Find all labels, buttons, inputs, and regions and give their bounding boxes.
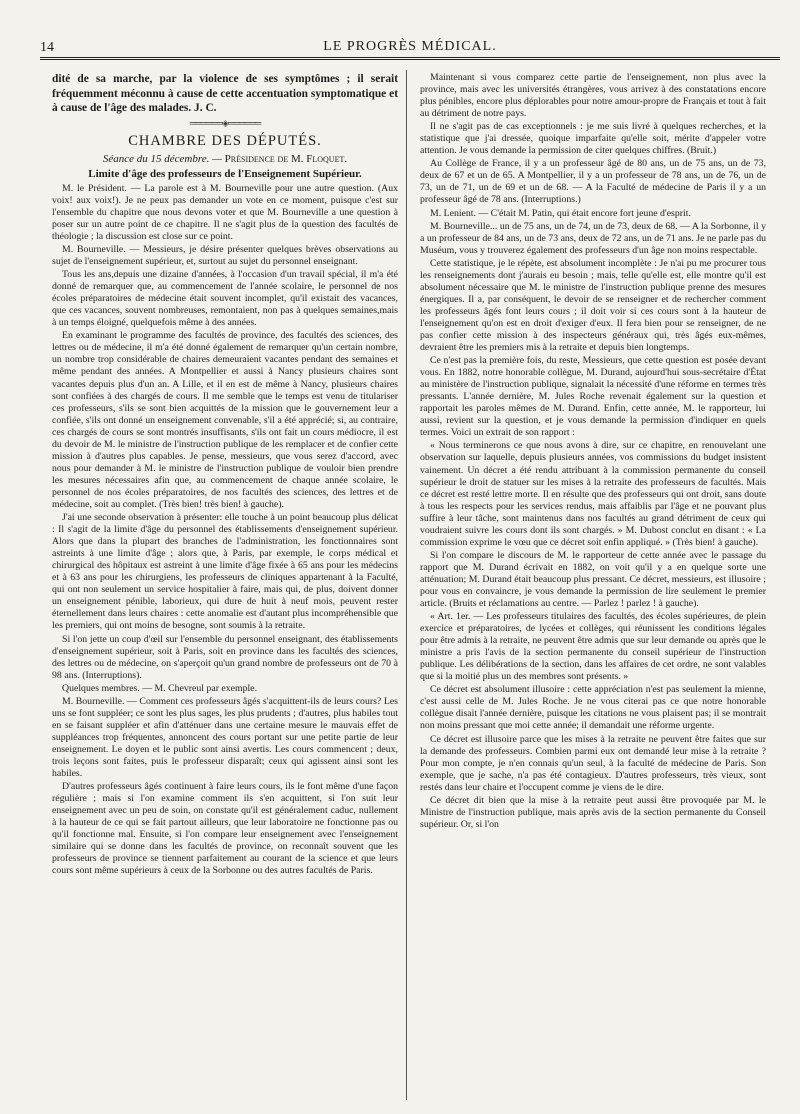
paragraph: M. Bourneville. — Comment ces professeurs âgés s'acquittent-ils de leurs cours? Les uns se font suppléer; ce sont les plus sages, les plus prudents ; d'autres, plus habiles tout en se faisant suppléer et afin d'atténuer dans une certaine mesure le mauvais effet de suppléances trop fréquentes, annoncent des cours portant sur une petite partie de leur enseignement. Le doyen et le public sont ainsi avertis. Les cours commencent ; deux, trois leçons sont faites, puis le professeur disparaît; ceux qui agissent ainsi sont les habiles. [52, 695, 398, 780]
paragraph: Il ne s'agit pas de cas exceptionnels : je me suis livré à quelques recherches, et la statistique que j'ai dressée, quoique imparfaite qu'elle soit, mérite d'appeler votre attention. Je vous demande la permission de citer quelques chiffres. (Bruit.) [420, 121, 766, 157]
paragraph: En examinant le programme des facultés de province, des facultés des sciences, des lettres ou de médecine, il m'a été donné également de remarquer qu'un certain nombre, un nombre trop considérable de chaires demeuraient vacantes pendant des semaines et même pendant des années. A Montpellier et aussi à Nancy plusieurs chaires sont vacantes depuis plus d'un an. A Lille, et il en est de même à Nancy, plusieurs chaires sont confiées à des chargés de cours. Il me semble que le temps est venu de titulariser ces professeurs, s'ils se sont bien acquittés de la mission que le gouvernement leur a confiée, s'ils ont donné un enseignement convenable, s'il a été apprécié; si, au contraire, ces chargés de cours se sont montrés insuffisants, s'ils ont fait un cours médiocre, il est du devoir de M. le ministre de l'instruction publique de les remplacer et de confier cette mission à d'autres plus capables. Je pense, messieurs, que vous serez d'accord, avec nous pour demander à M. le ministre de l'instruction publique de vouloir bien prendre les mesures nécessaires afin que, au commencement de chaque année scolaire, le personnel de nos écoles préparatoires, de nos facultés des sciences, des lettres et de médecine, soit au complet. (Très bien! très bien! à gauche). [52, 330, 398, 510]
paragraph: Tous les ans,depuis une dizaine d'années, à l'occasion d'un travail spécial, il m'a été donné de remarquer que, au commencement de l'année scolaire, le personnel de nos écoles préparatoires de médecine était souvent incomplet, qu'il existait des vacances, que ces vacances, souvent nombreuses, remontaient, non pas à quelques semaines,mais à un temps éloigné, quelquefois même à des années. [52, 269, 398, 329]
right-column [420, 72, 766, 1102]
page-header [40, 36, 780, 60]
ornament-divider: ══════◈══════ [189, 117, 261, 128]
session-line [52, 153, 398, 165]
paragraph: « Nous terminerons ce que nous avons à dire, sur ce chapitre, en renouvelant une observation sur laquelle, depuis plusieurs années, vos commissions du budget insistent vainement. Un décret a été rendu attribuant à la commission permanente du conseil supérieur le droit de statuer sur les mises à la retraite des professeurs de facultés. Mais ce décret est resté lettre morte. Il en résulte que des professeurs qui ont droit, sans doute à tous les respects pour les services rendus, mais affaiblis par l'âge et ne pouvant plus suffire à leur tâche, sont maintenus dans nos facultés au grand détriment de ceux qui voudraient suivre les cours dont ils sont chargés. » M. Dubost conclut en disant : « La commission exprime le vœu que ce décret soit enfin appliqué. » (Très bien! à gauche). [420, 440, 766, 548]
paragraph: « Art. 1er. — Les professeurs titulaires des facultés, des écoles supérieures, de plein exercice et préparatoires, de lycées et collèges, qui réunissent les conditions légales pour être admis à la retraite, ne peuvent être admis que sur leur demande ou après que le ministre a pris l'avis de la section permanente du conseil supérieur de l'instruction publique. Les délibérations de la section, dans les affaires de cet ordre, ne sont valables que si la moitié plus un des membres sont présents. » [420, 611, 766, 683]
paragraph: D'autres professeurs âgés continuent à faire leurs cours, ils le font même d'une façon régulière ; mais si l'on examine comment ils s'en acquittent, si l'on suit leur enseignement avec un peu de soin, on constate qu'il est généralement caduc, nullement à la hauteur de ce qui se fait partout ailleurs, que leur laboratoire ne fonctionne pas ou qu'il fonctionne mal. Ensuite, si l'on compare leur enseignement avec l'enseignement similaire qui se donne dans les facultés de province, on reconnaît souvent que les professeurs de province se tiennent parfaitement au courant de la science et que leurs cours sont même supérieurs à ceux de la Sorbonne ou des autres facultés de Paris. [52, 781, 398, 877]
paragraph: Ce décret dit bien que la mise à la retraite peut aussi être provoquée par M. le Ministre de l'instruction publique, mais après avis de la section permanente du Conseil supérieur. Or, si l'on [420, 794, 766, 830]
paragraph: Si l'on compare le discours de M. le rapporteur de cette année avec le passage du rapport que M. Durand écrivait en 1882, on voit qu'il y a en quelque sorte une atténuation; M. Durand était beaucoup plus pressant. Ce décret, messieurs, est illusoire ; pour vous en convaincre, je vous demande la permission de lire seulement le premier article. (Bruits et réclamations au centre. — Parlez ! parlez ! à gauche). [420, 549, 766, 610]
paragraph: M. Bourneville. — Messieurs, je désire présenter quelques brèves observations au sujet de l'enseignement supérieur, et, surtout au sujet du personnel enseignant. [52, 244, 398, 268]
section-title: Limite d'âge des professeurs de l'Enseignement Supérieur. [88, 167, 362, 180]
paragraph: Maintenant si vous comparez cette partie de l'enseignement, non plus avec la province, mais avec les universités étrangères, vous arrivez à des constatations encore plus pénibles, encore plus déplorables pour notre amour-propre de Français et tout à fait au détriment de notre pays. [420, 72, 766, 120]
paragraph: Au Collège de France, il y a un professeur âgé de 80 ans, un de 75 ans, un de 73, deux de 67 et un de 65. A Montpellier, il y a un professeur de 78 ans, un de 76, un de 73, un de 71, un de 69 et un de 68. — A la Faculté de médecine de Paris il y a un professeur âgé de 78 ans. (Interruptions.) [420, 158, 766, 206]
paragraph: J'ai une seconde observation à présenter: elle touche à un point beaucoup plus délicat : Il s'agit de la limite d'âge du personnel des établissements d'enseignement supérieur. Alors que dans la plupart des branches de l'administration, les fonctionnaires sont astreints à une limite d'âge ; alors que, à Paris, par exemple, le corps médical et chirurgical des hôpitaux est astreint à une limite d'âge fixée à 65 ans pour les médecins et à 63 ans pour les chirurgiens, les professeurs de cliniques appartenant à la Faculté, qui ont non seulement un service hospitalier à faire, mais qui, de plus, doivent donner un enseignement pénible, laborieux, qui dure de huit à neuf mois, peuvent rester éternellement dans leurs chaires : cette anomalie est d'autant plus incompréhensible que les premiers, qui ont moins de besogne, sont soumis à la retraite. [52, 512, 398, 632]
paragraph: M. le Président. — La parole est à M. Bourneville pour une autre question. (Aux voix! aux voix!). Je ne peux pas demander un vote en ce moment, puisque c'est sur l'ensemble du chapitre que nous devons voter et que M. Bourneville a une question à poser sur un autre point de ce chapitre. Il ne s'agit plus de la question des facultés de théologie ; la discussion est close sur ce point. [52, 182, 398, 242]
article-ending: dité de sa marche, par la violence de ses symptômes ; il serait fréquemment méconnu à cause de cette accentuation symptomatique et à cause de l'âge des malades. J. C. [52, 73, 398, 115]
paragraph: Quelques membres. — M. Chevreul par exemple. [62, 682, 258, 694]
session-date: Séance du 15 décembre. — [102, 152, 222, 165]
paragraph: Ce n'est pas la première fois, du reste, Messieurs, que cette question est posée devant vous. En 1882, notre honorable collègue, M. Durand, aujourd'hui sous-secrétaire d'État au ministère de l'instruction publique, signalait la nécessité d'une réforme en termes très pressants. L'année dernière, M. Jules Roche revenait également sur la question et rapportait les paroles mêmes de M. Durand. Enfin, cette année, M. le rapporteur, lui aussi, revient sur la question, et je vous demande la permission d'indiquer en quels termes. Voici un extrait de son rapport : [420, 355, 766, 439]
paragraph: Si l'on jette un coup d'œil sur l'ensemble du personnel enseignant, des établissements d'enseignement supérieur, soit à Paris, soit en province dans les facultés des sciences, des lettres ou de médecine, on s'aperçoit qu'un grand nombre de professeurs ont de 70 à 98 ans. (Interruptions). [52, 633, 398, 681]
column-rule [406, 70, 407, 1100]
running-title: LE PROGRÈS MÉDICAL. [323, 39, 497, 54]
session-presidency: Présidence de M. Floquet. [224, 152, 348, 165]
page-number: 14 [40, 40, 54, 55]
paragraph: Ce décret est illusoire parce que les mises à la retraite ne peuvent être faites que sur la demande des professeurs. Combien parmi eux ont demandé leur mise à la retraite ? Pour mon compte, je n'en connais qu'un seul, à la faculté de médecine de Paris. Son exemple, que je sache, n'a pas été contagieux. D'autres professeurs, très vieux, sont restés dans leur chaire et l'occupent comme je viens de le dire. [420, 733, 766, 793]
paragraph: Ce décret est absolument illusoire : cette appréciation n'est pas seulement la mienne, c'est aussi celle de M. Jules Roche. Je ne vous citerai pas ce que notre honorable collègue disait l'année dernière, puisque les citations ne vous plaisent pas; il se montrait non moins pressant que moi cette année; il demandait une réforme urgente. [420, 684, 766, 732]
paragraph: M. Lenient. — C'était M. Patin, qui était encore fort jeune d'esprit. [430, 207, 691, 219]
paragraph: M. Bourneville... un de 75 ans, un de 74, un de 73, deux de 68. — A la Sorbonne, il y a un professeur de 84 ans, un de 73 ans, deux de 72 ans, un de 71 ans. Je ne parle pas du Muséum, vous y trouverez également des professeurs d'un âge non moins respectable. [420, 220, 766, 256]
left-column [52, 72, 398, 1102]
paragraph: Cette statistique, je le répète, est absolument incomplète : Je n'ai pu me procurer tous les renseignements dont j'aurais eu besoin ; mais, telle qu'elle est, elle montre qu'il est absolument nécessaire que M. le ministre de l'instruction publique prenne des mesures énergiques. Il a, par conséquent, le devoir de se renseigner et de rechercher comment les professeurs âgés font leurs cours ; il doit voir si ces cours sont à la hauteur de l'enseignement qu'on est en droit d'exiger d'eux. Il fera bien pour se renseigner, de ne pas confier cette mission à des inspecteurs généraux qui, très âgés eux-mêmes, devraient être les premiers mis à la retraite et depuis bien longtemps. [420, 257, 766, 354]
chamber-title: CHAMBRE DES DÉPUTÉS. [128, 132, 322, 149]
